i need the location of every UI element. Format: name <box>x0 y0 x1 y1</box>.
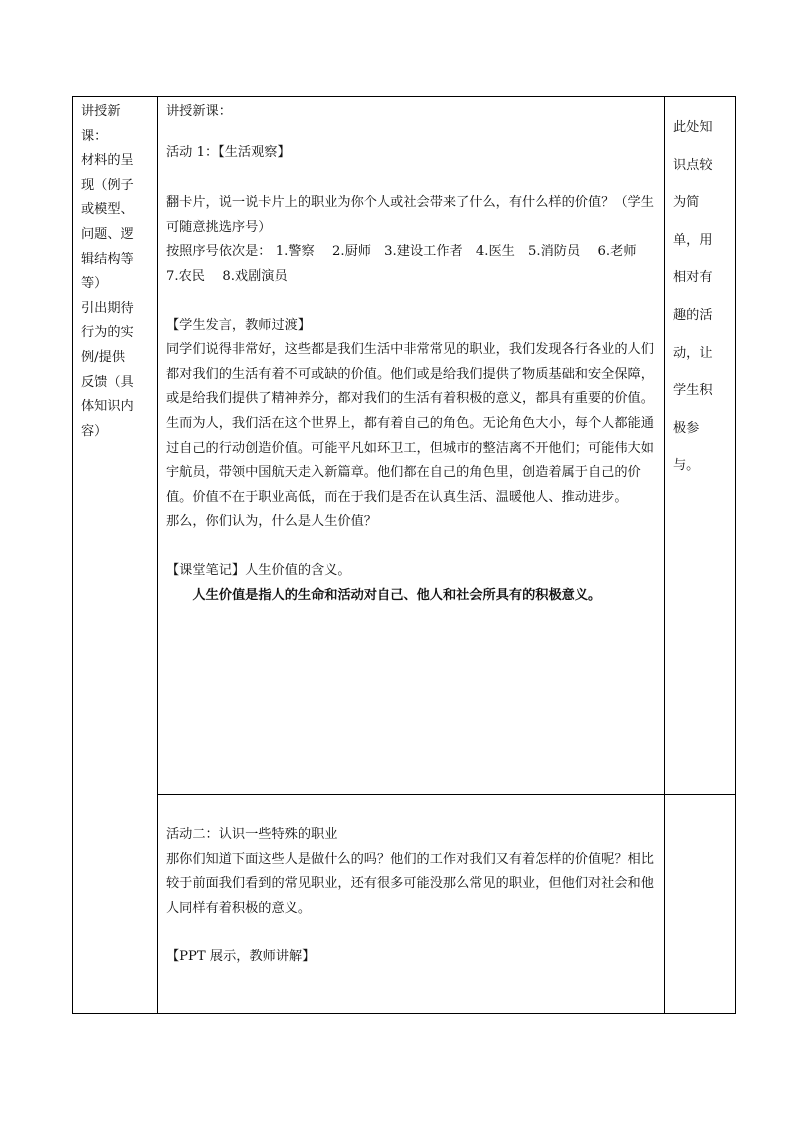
left-line: 材料的呈 <box>81 153 134 169</box>
right-line: 此处知 <box>673 120 713 135</box>
left-line: 容） <box>81 423 108 439</box>
section2-content <box>158 795 664 970</box>
left-label-text <box>73 97 157 444</box>
left-line: 行为的实 <box>81 325 134 341</box>
section-heading: 讲授新课： <box>166 104 232 119</box>
left-line: 体知识内 <box>81 399 134 415</box>
paragraph: 同学们说得非常好，这些都是我们生活中非常常见的职业，我们发现各行各业的人们都对我们的生活有着不可或缺的价值。他们或是给我们提供了物质基础和安全保障，或是给我们提供了精神养分，都对我们的生活有着积极的意义，都具有重要的价值。 <box>166 342 654 407</box>
right-line: 识点较 <box>673 157 713 173</box>
order-list: 按照序号依次是： 1.警察 2.厨师 3.建设工作者 4.医生 5.消防员 6.老师 7.农民 8.戏剧演员 <box>166 244 650 284</box>
left-line: 例/提供 <box>81 349 126 365</box>
table-row <box>73 795 736 1014</box>
right-line: 学生积 <box>673 383 713 399</box>
right-note-text <box>665 97 735 485</box>
left-line: 课： <box>81 128 108 144</box>
main-content-cell <box>158 795 665 1014</box>
left-line: 现（例子 <box>81 177 134 193</box>
right-line: 相对有 <box>673 270 713 286</box>
right-line: 与。 <box>673 458 700 474</box>
note-title: 【课堂笔记】人生价值的含义。 <box>166 562 351 578</box>
left-line: 辑结构等 <box>81 251 134 267</box>
main-content-cell <box>158 97 665 795</box>
student-speak-title: 【学生发言，教师过渡】 <box>166 317 312 333</box>
left-line: 讲授新 <box>81 104 121 119</box>
ppt-title: 【PPT 展示，教师讲解】 <box>166 949 316 965</box>
left-line: 引出期待 <box>81 300 134 316</box>
definition-text: 人生价值是指人的生命和活动对自己、他人和社会所具有的积极意义。 <box>192 587 602 603</box>
left-line: 等） <box>81 276 108 292</box>
lesson-plan-table <box>72 96 736 1014</box>
right-line: 动，让 <box>673 345 713 361</box>
paragraph: 生而为人，我们活在这个世界上，都有着自己的角色。无论角色大小，每个人都能通过自己的行动创造价值。可能平凡如环卫工，但城市的整洁离不开他们；可能伟大如宇航员，带领中国航天走入新篇章。他们都在自己的角色里，创造着属于自己的价值。价值不在于职业高低，而在于我们是否在认真生活、温暖他人、推动进步。 <box>166 415 654 505</box>
right-note-cell-empty <box>665 795 736 1014</box>
right-line: 极参 <box>673 420 700 436</box>
activity-title: 活动 1：【生活观察】 <box>166 144 291 160</box>
section1-content <box>158 97 664 608</box>
right-note-cell <box>665 97 736 795</box>
activity-title: 活动二：认识一些特殊的职业 <box>166 827 338 842</box>
task-text: 翻卡片，说一说卡片上的职业为你个人或社会带来了什么，有什么样的价值？（学生可随意挑选序号） <box>166 195 654 235</box>
left-line: 问题、逻 <box>81 226 134 242</box>
right-line: 单，用 <box>673 232 713 248</box>
question-text: 那么，你们认为，什么是人生价值？ <box>166 514 377 530</box>
right-line: 趣的活 <box>673 307 713 323</box>
paragraph: 那你们知道下面这些人是做什么的吗？他们的工作对我们又有着怎样的价值呢？相比较于前面我们看到的常见职业，还有很多可能没那么常见的职业，但他们对社会和他人同样有着积极的意义。 <box>166 851 654 916</box>
left-label-cell <box>73 97 158 1014</box>
table-row <box>73 97 736 795</box>
left-line: 或模型、 <box>81 202 134 218</box>
right-line: 为简 <box>673 195 700 211</box>
left-line: 反馈（具 <box>81 374 134 390</box>
